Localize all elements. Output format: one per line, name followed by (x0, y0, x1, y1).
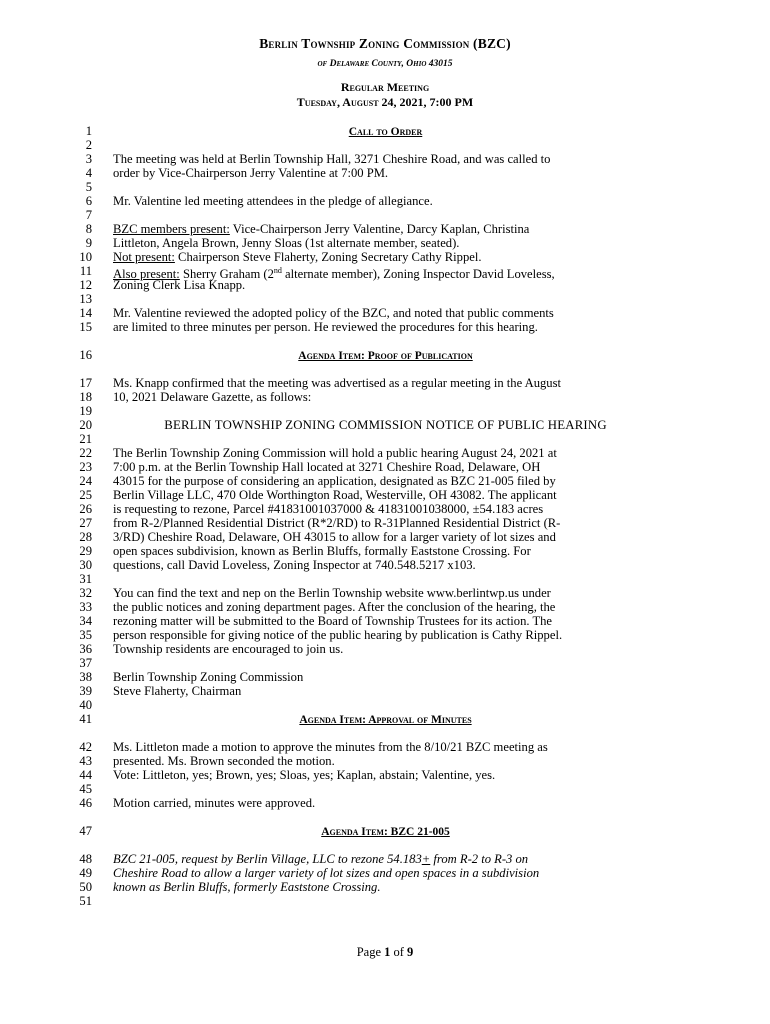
line-5 (0, 180, 770, 194)
line-number: 1 (85, 124, 92, 138)
line-44 (0, 768, 770, 782)
line-21 (0, 432, 770, 446)
line-number: 34 (79, 614, 92, 628)
line-4 (0, 166, 770, 180)
line-50 (0, 880, 770, 894)
line-29 (0, 544, 770, 558)
line-number: 17 (79, 376, 92, 390)
line-number: 32 (79, 586, 92, 600)
line-24 (0, 474, 770, 488)
line-number: 25 (79, 488, 92, 502)
line-26 (0, 502, 770, 516)
line-16 (0, 348, 770, 362)
line-40 (0, 698, 770, 712)
page-current: 1 (384, 945, 391, 959)
line-number: 20 (79, 418, 92, 432)
line-text: open spaces subdivision, known as Berlin Bluffs, formally Eaststone Crossing. For (113, 544, 531, 558)
line-6 (0, 194, 770, 208)
line-number: 41 (79, 712, 92, 726)
line-number: 4 (85, 166, 92, 180)
line-number: 26 (79, 502, 92, 516)
line-number: 35 (79, 628, 92, 642)
line-text: presented. Ms. Brown seconded the motion. (113, 754, 335, 768)
section-heading: Agenda Item: Proof of Publication (298, 350, 473, 362)
page-total: 9 (407, 945, 414, 959)
line-number: 22 (79, 446, 92, 460)
meeting-date: Tuesday, August 24, 2021, 7:00 PM (296, 95, 474, 109)
line-text: Berlin Township Zoning Commission (113, 670, 304, 684)
line-text: Mr. Valentine led meeting attendees in the pledge of allegiance. (113, 194, 433, 208)
line-37 (0, 656, 770, 670)
line-22 (0, 446, 770, 460)
section-heading: BERLIN TOWNSHIP ZONING COMMISSION NOTICE OF PUBLIC HEARING (164, 418, 607, 432)
line-number: 2 (85, 138, 92, 152)
line-text: the public notices and zoning department pages. After the conclusion of the hearing, the (113, 600, 556, 614)
line-number: 43 (79, 754, 92, 768)
line-51 (0, 894, 770, 908)
line-number: 11 (79, 264, 92, 278)
line-number: 21 (79, 432, 92, 446)
section-heading: Agenda Item: BZC 21-005 (321, 826, 450, 838)
line-text: rezoning matter will be submitted to the Board of Township Trustees for its action. The (113, 614, 553, 628)
line-47 (0, 824, 770, 838)
line-35 (0, 628, 770, 642)
line-text: 7:00 p.m. at the Berlin Township Hall located at 3271 Cheshire Road, Delaware, OH (113, 460, 541, 474)
line-31 (0, 572, 770, 586)
line-9 (0, 236, 770, 250)
line-42 (0, 740, 770, 754)
line-23 (0, 460, 770, 474)
line-text: Littleton, Angela Brown, Jenny Sloas (1st alternate member, seated). (113, 236, 460, 250)
line-17 (0, 376, 770, 390)
line-1 (0, 124, 770, 138)
line-number: 37 (79, 656, 92, 670)
line-number: 28 (79, 530, 92, 544)
line-7 (0, 208, 770, 222)
line-number: 5 (85, 180, 92, 194)
line-number: 6 (85, 194, 92, 208)
line-number: 7 (85, 208, 92, 222)
line-number: 10 (79, 250, 92, 264)
line-text: Vote: Littleton, yes; Brown, yes; Sloas, yes; Kaplan, abstain; Valentine, yes. (113, 768, 496, 782)
line-number: 13 (79, 292, 92, 306)
line-18 (0, 390, 770, 404)
line-number: 46 (79, 796, 92, 810)
line-13 (0, 292, 770, 306)
line-number: 29 (79, 544, 92, 558)
document-subtitle: of Delaware County, Ohio 43015 (317, 59, 453, 69)
line-number: 19 (79, 404, 92, 418)
line-38 (0, 670, 770, 684)
page-footer (0, 945, 770, 960)
line-text: Steve Flaherty, Chairman (113, 684, 242, 698)
line-text: 3/RD) Cheshire Road, Delaware, OH 43015 to allow for a larger variety of lot sizes and (113, 530, 556, 544)
line-34 (0, 614, 770, 628)
line-number: 14 (79, 306, 92, 320)
line-14 (0, 306, 770, 320)
line-number: 38 (79, 670, 92, 684)
line-number: 27 (79, 516, 92, 530)
line-10 (0, 250, 770, 264)
line-text: BZC 21-005, request by Berlin Village, LLC to rezone 54.183+ from R-2 to R-3 on (113, 852, 529, 866)
line-number: 31 (79, 572, 92, 586)
line-8 (0, 222, 770, 236)
line-text: The Berlin Township Zoning Commission will hold a public hearing August 24, 2021 at (113, 446, 557, 460)
line-text: known as Berlin Bluffs, formerly Eaststone Crossing. (113, 880, 381, 894)
line-12 (0, 278, 770, 292)
line-text: Berlin Village LLC, 470 Olde Worthington Road, Westerville, OH 43082. The applicant (113, 488, 557, 502)
line-text: questions, call David Loveless, Zoning Inspector at 740.548.5217 x103. (113, 558, 476, 572)
line-text: 43015 for the purpose of considering an application, designated as BZC 21-005 filed by (113, 474, 556, 488)
line-39 (0, 684, 770, 698)
line-text: Ms. Knapp confirmed that the meeting was advertised as a regular meeting in the August (113, 376, 562, 390)
line-48 (0, 852, 770, 866)
line-number: 44 (79, 768, 92, 782)
line-2 (0, 138, 770, 152)
line-20 (0, 418, 770, 432)
line-number: 48 (79, 852, 92, 866)
line-27 (0, 516, 770, 530)
line-number: 42 (79, 740, 92, 754)
line-text: Motion carried, minutes were approved. (113, 796, 316, 810)
line-text: Township residents are encouraged to join us. (113, 642, 344, 656)
line-number: 15 (79, 320, 92, 334)
section-heading: Call to Order (348, 126, 423, 138)
line-49 (0, 866, 770, 880)
line-text: You can find the text and nep on the Berlin Township website www.berlintwp.us under (113, 586, 551, 600)
line-33 (0, 600, 770, 614)
line-number: 51 (79, 894, 92, 908)
line-number: 33 (79, 600, 92, 614)
line-41 (0, 712, 770, 726)
line-46 (0, 796, 770, 810)
line-28 (0, 530, 770, 544)
line-text: BZC members present: Vice-Chairperson Jerry Valentine, Darcy Kaplan, Christina (113, 222, 530, 236)
line-number: 18 (79, 390, 92, 404)
line-number: 9 (85, 236, 92, 250)
line-number: 3 (85, 152, 92, 166)
line-number: 24 (79, 474, 92, 488)
line-text: Also present: Sherry Graham (2nd alternate member), Zoning Inspector David Loveless, (113, 266, 555, 282)
line-number: 16 (79, 348, 92, 362)
line-text: Mr. Valentine reviewed the adopted policy of the BZC, and noted that public comments (113, 306, 554, 320)
line-number: 49 (79, 866, 92, 880)
line-number: 8 (85, 222, 92, 236)
line-32 (0, 586, 770, 600)
line-number: 50 (79, 880, 92, 894)
document-title: Berlin Township Zoning Commission (BZC) (259, 36, 511, 51)
line-number: 23 (79, 460, 92, 474)
line-text: is requesting to rezone, Parcel #41831001037000 & 41831001038000, ±54.183 acres (113, 502, 544, 516)
line-text: 10, 2021 Delaware Gazette, as follows: (113, 390, 312, 404)
line-text: Cheshire Road to allow a larger variety of lot sizes and open spaces in a subdivision (113, 866, 540, 880)
line-number: 12 (79, 278, 92, 292)
page-label: Page (356, 945, 381, 959)
line-30 (0, 558, 770, 572)
line-text: are limited to three minutes per person. He reviewed the procedures for this hearing. (113, 320, 538, 334)
line-11 (0, 264, 770, 282)
line-number: 36 (79, 642, 92, 656)
line-text: Ms. Littleton made a motion to approve the minutes from the 8/10/21 BZC meeting as (113, 740, 548, 754)
line-text: person responsible for giving notice of the public hearing by publication is Cathy Rippel. (113, 628, 563, 642)
line-number: 45 (79, 782, 92, 796)
line-36 (0, 642, 770, 656)
line-3 (0, 152, 770, 166)
line-number: 39 (79, 684, 92, 698)
line-text: Zoning Clerk Lisa Knapp. (113, 278, 246, 292)
line-number: 30 (79, 558, 92, 572)
line-text: from R-2/Planned Residential District (R*2/RD) to R-31Planned Residential District (R- (113, 516, 561, 530)
line-45 (0, 782, 770, 796)
page-of: of (393, 945, 404, 959)
line-15 (0, 320, 770, 334)
line-text: order by Vice-Chairperson Jerry Valentine at 7:00 PM. (113, 166, 389, 180)
meeting-type: Regular Meeting (340, 80, 430, 94)
line-text: Not present: Chairperson Steve Flaherty, Zoning Secretary Cathy Rippel. (113, 250, 482, 264)
section-heading: Agenda Item: Approval of Minutes (299, 714, 472, 726)
line-number: 47 (79, 824, 92, 838)
line-number: 40 (79, 698, 92, 712)
line-19 (0, 404, 770, 418)
line-43 (0, 754, 770, 768)
line-25 (0, 488, 770, 502)
line-text: The meeting was held at Berlin Township Hall, 3271 Cheshire Road, and was called to (113, 152, 551, 166)
